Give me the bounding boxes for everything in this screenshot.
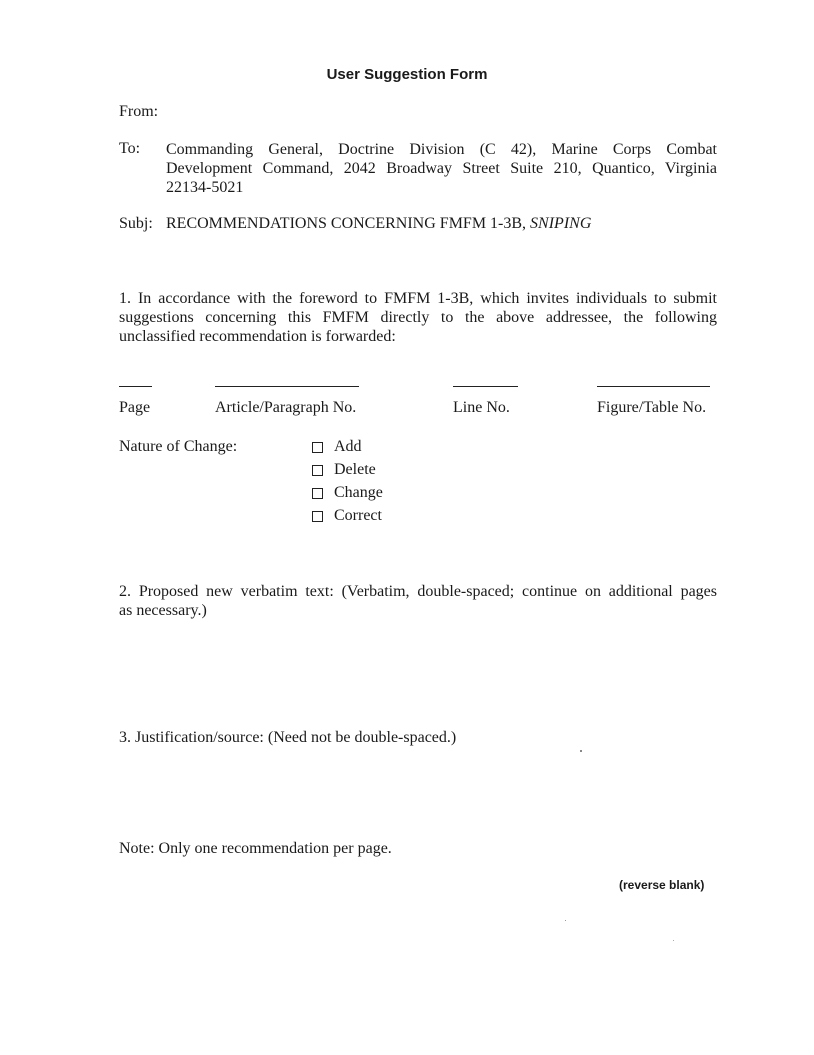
justification-area[interactable] [119, 752, 717, 832]
to-label: To: [119, 140, 141, 157]
option-delete[interactable] [312, 459, 383, 481]
option-correct[interactable] [312, 505, 383, 527]
para1-line-3: unclassified recommendation is forwarded: [119, 328, 396, 345]
option-delete-label: Delete [334, 461, 376, 478]
checkbox-correct[interactable] [312, 511, 323, 522]
option-add-label: Add [334, 438, 362, 455]
to-line-3: 22134-5021 [166, 179, 244, 196]
paragraph-1 [119, 289, 717, 346]
subj-text [166, 215, 591, 233]
line-no-label: Line No. [453, 399, 510, 416]
scan-speck [673, 940, 674, 941]
nature-of-change-label: Nature of Change: [119, 438, 238, 455]
figure-table-label: Figure/Table No. [597, 399, 707, 416]
from-field[interactable] [168, 103, 708, 122]
subj-italic: SNIPING [530, 215, 592, 232]
paragraph-3: 3. Justification/source: (Need not be double-spaced.) [119, 729, 457, 746]
scan-speck [580, 750, 582, 752]
note: Note: Only one recommendation per page. [119, 840, 392, 857]
to-line-2: Development Command, 2042 Broadway Street Suite 210, Quantico, Virginia [166, 160, 717, 177]
para2-line-2: as necessary.) [119, 602, 207, 619]
option-change-label: Change [334, 484, 383, 501]
from-label: From: [119, 103, 159, 120]
paragraph-2 [119, 582, 717, 620]
scan-speck [565, 920, 566, 921]
checkbox-change[interactable] [312, 488, 323, 499]
para1-line-1: 1. In accordance with the foreword to FMFM 1-3B, which invites individuals to submit [119, 290, 717, 307]
option-change[interactable] [312, 482, 383, 504]
to-line-1: Commanding General, Doctrine Division (C 42), Marine Corps Combat [166, 141, 717, 158]
article-paragraph-label: Article/Paragraph No. [215, 399, 357, 416]
form-title: User Suggestion Form [326, 66, 488, 83]
option-add[interactable] [312, 436, 383, 458]
line-no-line[interactable] [453, 386, 518, 387]
para2-line-1: 2. Proposed new verbatim text: (Verbatim, double-spaced; continue on additional pages [119, 583, 717, 600]
figure-table-line[interactable] [597, 386, 710, 387]
page-line[interactable] [119, 386, 152, 387]
checkbox-delete[interactable] [312, 465, 323, 476]
para1-line-2: suggestions concerning this FMFM directly to the above addressee, the following [119, 309, 717, 326]
page-label: Page [119, 399, 151, 416]
nature-of-change-options [312, 436, 383, 527]
subj-label: Subj: [119, 215, 153, 232]
subj-main: RECOMMENDATIONS CONCERNING FMFM 1-3B, [166, 215, 527, 232]
reverse-blank-note: (reverse blank) [619, 878, 705, 892]
proposed-text-area[interactable] [119, 625, 717, 720]
article-paragraph-line[interactable] [215, 386, 359, 387]
option-correct-label: Correct [334, 507, 382, 524]
to-address [166, 140, 717, 197]
checkbox-add[interactable] [312, 442, 323, 453]
